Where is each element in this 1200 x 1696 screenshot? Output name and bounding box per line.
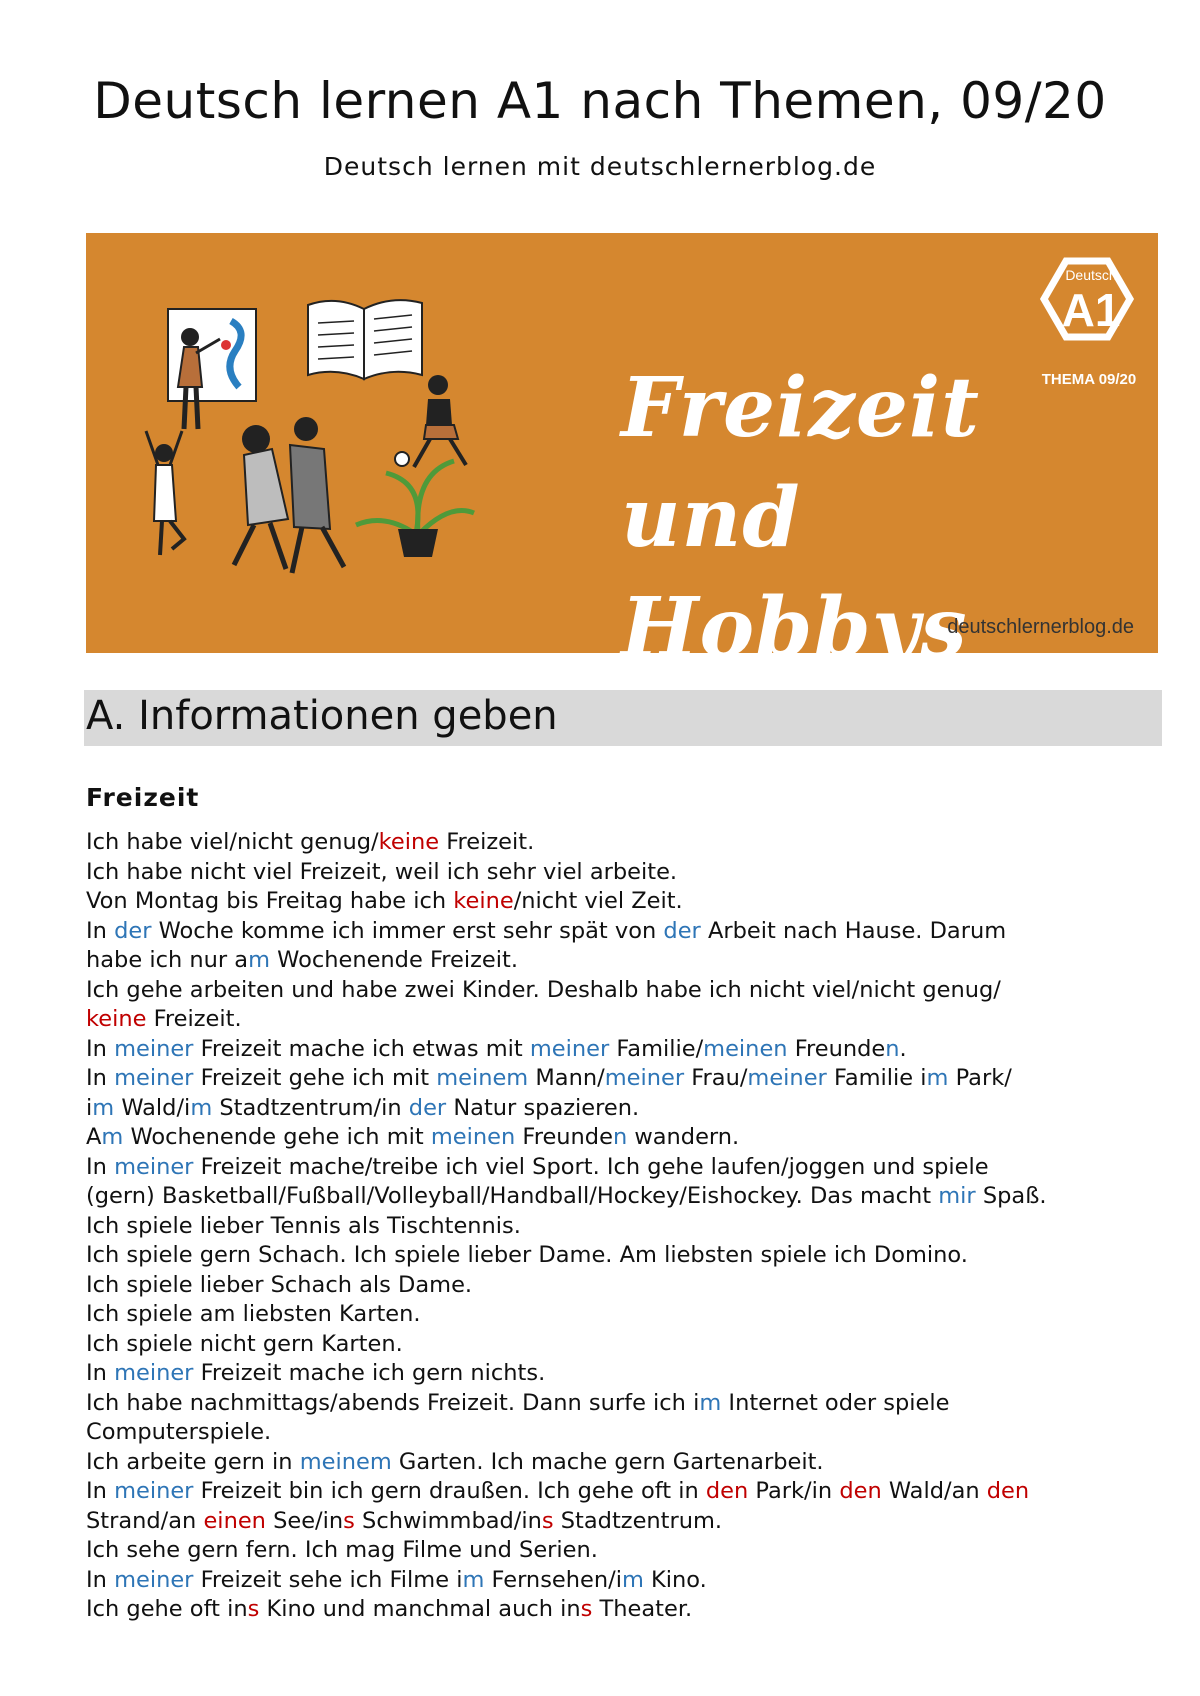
highlighted-word: einen (203, 1507, 266, 1534)
highlighted-word: den (986, 1478, 1030, 1504)
text-segment: Freizeit gehe ich mit (193, 1065, 437, 1091)
badge-topic-number: THEMA 09/20 (1041, 371, 1137, 388)
highlighted-word: meiner (114, 1360, 194, 1386)
text-line (86, 1064, 1166, 1094)
highlighted-word: meiner (114, 1478, 194, 1504)
banner-domain: deutschlernerblog.de (947, 616, 1134, 638)
highlighted-word: s (580, 1596, 593, 1622)
highlighted-word: meiner (114, 1065, 194, 1091)
text-segment: wandern. (627, 1124, 740, 1150)
text-line (86, 1595, 1166, 1625)
highlighted-word: n (885, 1035, 900, 1062)
text-segment: Park/ (948, 1065, 1012, 1091)
text-segment: Ich spiele nicht gern Karten. (86, 1330, 403, 1357)
painter-icon (168, 309, 256, 429)
text-segment: In (86, 1065, 115, 1091)
text-segment: /nicht viel Zeit. (513, 888, 683, 914)
text-line (86, 1005, 1166, 1035)
highlighted-word: m (926, 1065, 949, 1091)
text-segment: Ich habe nicht viel Freizeit, weil ich sehr viel arbeite. (86, 858, 678, 885)
text-segment: Fernsehen/i (484, 1566, 622, 1593)
text-segment: Freizeit mache ich etwas mit (193, 1035, 530, 1062)
text-line (86, 1477, 1166, 1507)
highlighted-word: m (101, 1124, 124, 1150)
text-segment: Ich arbeite gern in (86, 1448, 300, 1475)
highlighted-word: meinen (703, 1035, 788, 1062)
text-line (86, 1566, 1166, 1596)
highlighted-word: meinen (430, 1124, 516, 1150)
text-segment: Familie/ (609, 1035, 704, 1062)
text-segment: . (899, 1035, 907, 1062)
highlighted-word: meiner (604, 1065, 685, 1091)
highlighted-word: s (541, 1507, 554, 1534)
text-line (86, 1536, 1166, 1566)
highlighted-word: der (408, 1094, 447, 1121)
text-segment: A (86, 1124, 102, 1150)
text-segment: Freunde (787, 1035, 886, 1062)
text-line (86, 1212, 1166, 1242)
text-segment: habe ich nur a (86, 947, 249, 973)
subheading: Freizeit (86, 783, 200, 812)
text-line (86, 858, 1166, 888)
dancing-couple-icon (234, 417, 344, 573)
highlighted-word: m (92, 1094, 115, 1121)
highlighted-word: der (114, 917, 152, 944)
house-plant-icon (356, 461, 474, 557)
highlighted-word: keine (453, 888, 514, 914)
text-segment: Wald/an (881, 1478, 987, 1504)
topic-banner (86, 233, 1158, 676)
text-segment: Natur spazieren. (446, 1094, 640, 1121)
highlighted-word: der (663, 917, 701, 944)
text-segment: Strand/an (86, 1507, 204, 1534)
banner-title-line-2: und Hobbys (621, 470, 968, 676)
highlighted-word: meiner (747, 1065, 827, 1091)
text-segment: Woche komme ich immer erst sehr spät von (151, 917, 664, 944)
text-line (86, 828, 1166, 858)
text-segment: Kino und manchmal auch in (259, 1596, 581, 1622)
highlighted-word: den (839, 1478, 882, 1504)
text-line (86, 1389, 1166, 1419)
text-segment: Ich spiele lieber Schach als Dame. (86, 1271, 473, 1298)
text-segment: Ich sehe gern fern. Ich mag Filme und Serien. (86, 1537, 598, 1563)
text-line (86, 946, 1166, 976)
highlighted-word: m (621, 1566, 644, 1593)
text-segment: Ich spiele gern Schach. Ich spiele lieber Dame. Am liebsten spiele ich Domino. (86, 1242, 968, 1268)
text-segment: Arbeit nach Hause. Darum (700, 917, 1007, 944)
text-segment: Frau/ (684, 1065, 748, 1091)
text-segment: Computerspiele. (86, 1419, 272, 1445)
text-line (86, 1123, 1166, 1153)
text-segment: Ich gehe arbeiten und habe zwei Kinder. Deshalb habe ich nicht viel/nicht genug/ (86, 976, 1001, 1003)
text-segment: Von Montag bis Freitag habe ich (86, 888, 454, 914)
highlighted-word: mir (938, 1183, 976, 1209)
text-line (86, 1448, 1166, 1478)
yoga-person-icon (146, 431, 184, 555)
text-segment: Ich habe nachmittags/abends Freizeit. Dann surfe ich i (86, 1389, 700, 1416)
text-segment: In (86, 917, 115, 944)
text-line (86, 1507, 1166, 1537)
text-segment: Spaß. (975, 1183, 1047, 1209)
section-title: A. Informationen geben (86, 693, 558, 739)
badge-level: A1 (1061, 284, 1121, 336)
text-line (86, 1153, 1166, 1183)
text-segment: Mann/ (528, 1065, 605, 1091)
highlighted-word: den (705, 1478, 749, 1504)
text-segment: In (86, 1478, 115, 1504)
football-player-icon (395, 375, 466, 467)
text-segment: Ich gehe oft in (86, 1596, 248, 1622)
section-header (84, 690, 1162, 746)
text-segment: Theater. (592, 1596, 693, 1622)
text-segment: Garten. Ich mache gern Gartenarbeit. (391, 1448, 824, 1475)
text-segment: Freizeit mache ich gern nichts. (193, 1360, 546, 1386)
text-segment: Stadtzentrum/in (212, 1094, 409, 1121)
text-line (86, 887, 1166, 917)
text-segment: Freizeit. (439, 829, 535, 855)
text-line (86, 1094, 1166, 1124)
text-line (86, 976, 1166, 1006)
text-segment: Freizeit mache/treibe ich viel Sport. Ich gehe laufen/joggen und spiele (193, 1153, 989, 1180)
text-line (86, 1182, 1166, 1212)
text-line (86, 1330, 1166, 1360)
text-line (86, 1300, 1166, 1330)
text-segment: In (86, 1360, 115, 1386)
open-book-icon (308, 300, 422, 379)
body-text (86, 828, 1166, 1625)
text-segment: Park/in (748, 1478, 840, 1504)
highlighted-word: meiner (114, 1035, 194, 1062)
text-segment: Wochenende gehe ich mit (123, 1124, 431, 1150)
text-line (86, 1271, 1166, 1301)
badge-label: Deutsch (1065, 267, 1117, 283)
text-line (86, 917, 1166, 947)
text-line (86, 1359, 1166, 1389)
text-line (86, 1418, 1166, 1448)
text-segment: Ich spiele am liebsten Karten. (86, 1301, 421, 1327)
text-segment: Ich spiele lieber Tennis als Tischtennis. (86, 1212, 521, 1239)
highlighted-word: m (190, 1094, 213, 1121)
text-segment: Kino. (643, 1566, 707, 1593)
text-segment: (gern) Basketball/Fußball/Volleyball/Handball/Hockey/Eishockey. Das macht (86, 1183, 939, 1209)
text-segment: Ich habe viel/nicht genug/ (86, 829, 379, 855)
text-line (86, 1035, 1166, 1065)
highlighted-word: meiner (114, 1566, 194, 1593)
text-segment: See/in (265, 1507, 344, 1534)
highlighted-word: s (343, 1507, 355, 1534)
highlighted-word: m (462, 1566, 485, 1593)
text-segment: Freunde (515, 1124, 613, 1150)
banner-title-line-1: Freizeit (621, 360, 981, 456)
document-subtitle: Deutsch lernen mit deutschlernerblog.de (323, 152, 877, 181)
text-segment: Freizeit sehe ich Filme i (193, 1566, 463, 1593)
text-segment: Familie i (826, 1065, 927, 1091)
highlighted-word: m (699, 1389, 722, 1416)
text-segment: Freizeit bin ich gern draußen. Ich gehe oft in (193, 1478, 706, 1504)
text-segment: In (86, 1153, 115, 1180)
highlighted-word: meiner (114, 1153, 194, 1180)
text-segment: Schwimmbad/in (354, 1507, 542, 1534)
highlighted-word: keine (378, 829, 440, 855)
highlighted-word: meiner (529, 1035, 610, 1062)
highlighted-word: m (248, 947, 270, 973)
text-segment: Stadtzentrum. (553, 1507, 723, 1534)
highlighted-word: meinem (299, 1448, 392, 1475)
text-segment: Internet oder spiele (721, 1389, 950, 1416)
text-segment: In (86, 1566, 115, 1593)
highlighted-word: keine (86, 1006, 147, 1032)
document-title: Deutsch lernen A1 nach Themen, 09/20 (93, 72, 1107, 130)
text-line (86, 1241, 1166, 1271)
highlighted-word: n (612, 1124, 628, 1150)
text-segment: i (86, 1094, 93, 1121)
text-segment: Wochenende Freizeit. (270, 947, 518, 973)
text-segment: In (86, 1035, 115, 1062)
text-segment: Wald/i (114, 1094, 191, 1121)
highlighted-word: meinem (436, 1065, 529, 1091)
highlighted-word: s (247, 1596, 260, 1622)
text-segment: Freizeit. (146, 1006, 242, 1032)
